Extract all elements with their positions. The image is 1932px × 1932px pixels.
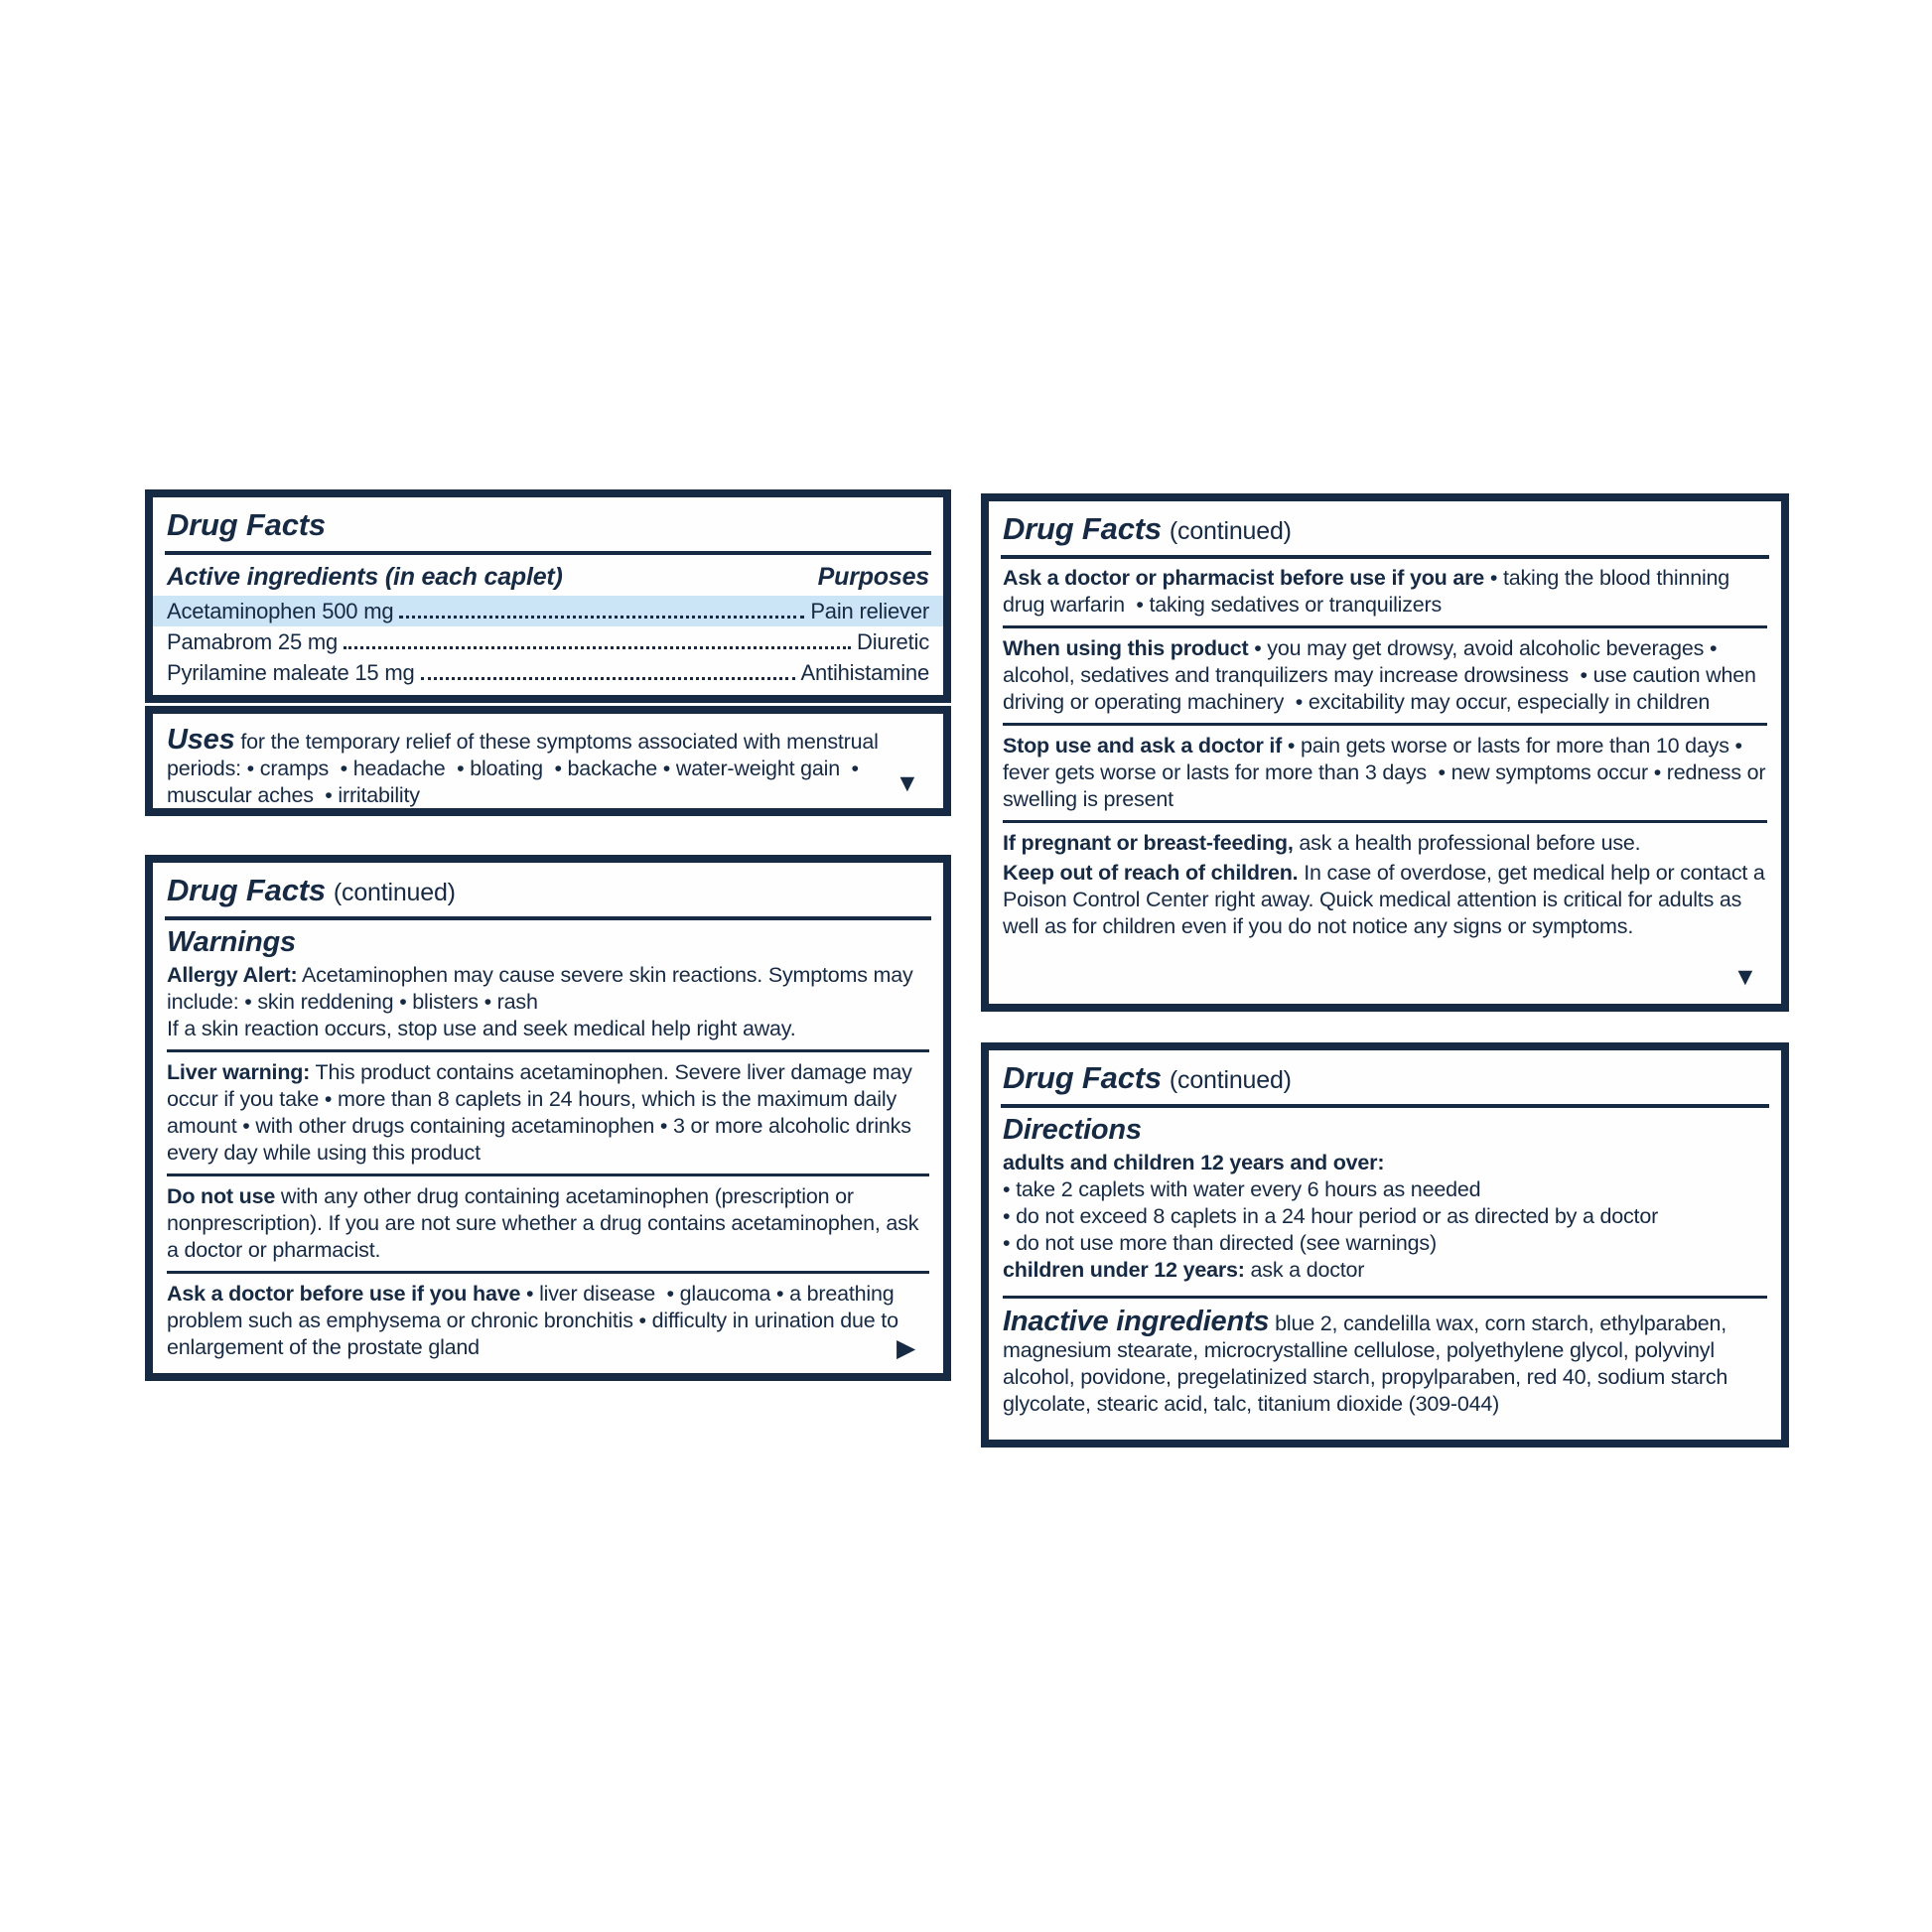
uses-text: for the temporary relief of these symptoms associated with menstrual periods: • cramps • headache • bloating • backache • water-weight gain • muscular aches • irritability [167, 730, 885, 807]
continued-right-arrow-icon: ▶ [896, 1334, 915, 1362]
panel-uses [145, 706, 951, 816]
ingredient-purpose: Pain reliever [810, 599, 929, 623]
table-row [153, 626, 943, 657]
do-not-use-paragraph: Do not use with any other drug containing acetaminophen (prescription or nonprescription). If you are not sure whether a drug contains acetaminophen, ask a doctor or pharmacist. [167, 1184, 925, 1262]
continued-down-arrow-icon: ▼ [1732, 963, 1757, 991]
ingredient-name: Acetaminophen 500 mg [167, 599, 394, 623]
purposes-header: Purposes [817, 563, 929, 591]
section-divider [167, 1271, 929, 1274]
ingredient-purpose: Diuretic [857, 629, 929, 654]
liver-warning-paragraph: Liver warning: This product contains acetaminophen. Severe liver damage may occur if you take • more than 8 caplets in 24 hours, which is the maximum daily amount • with other drugs containing acetaminophen • 3 or more alcoholic drinks every day while using this product [167, 1060, 918, 1165]
panel-directions [981, 1042, 1789, 1448]
uses-heading: Uses [167, 724, 235, 756]
drug-facts-title: Drug Facts [1003, 1060, 1162, 1095]
dotted-leader [421, 677, 795, 680]
when-using-paragraph: When using this product • you may get drowsy, avoid alcoholic beverages • alcohol, sedatives and tranquilizers may increase drowsiness • use caution when driving or operating machinery • excitability may occur, especially in children [1003, 636, 1762, 714]
title-divider [1001, 555, 1769, 559]
ingredient-purpose: Antihistamine [800, 660, 929, 685]
title-divider [1001, 1104, 1769, 1108]
ingredient-name: Pyrilamine maleate 15 mg [167, 660, 415, 685]
ask-pharmacist-paragraph: Ask a doctor or pharmacist before use if you are • taking the blood thinning drug warfarin • taking sedatives or tranquilizers [1003, 566, 1735, 617]
inactive-ingredients-paragraph: Inactive ingredients blue 2, candelilla wax, corn starch, ethylparaben, magnesium stearate, microcrystalline cellulose, polyethylene glycol, polyvinyl alcohol, povidone, pregelatinized starch, propylparaben, red 40, sodium starch glycolate, stearic acid, talc, titanium dioxide (309-044) [1003, 1306, 1733, 1416]
panel-precautions [981, 493, 1789, 1012]
panel-warnings [145, 855, 951, 1381]
panel-active-ingredients [145, 489, 951, 703]
uses-paragraph [167, 724, 929, 809]
children-dosage-paragraph: children under 12 years: ask a doctor [1003, 1258, 1365, 1282]
table-row [153, 657, 943, 688]
dosage-bullets [1003, 1176, 1767, 1257]
stop-use-paragraph: Stop use and ask a doctor if • pain gets worse or lasts for more than 10 days • fever gets worse or lasts for more than 3 days • new symptoms occur • redness or swelling is present [1003, 734, 1772, 811]
inactive-ingredients-heading: Inactive ingredients [1003, 1306, 1270, 1337]
title-divider [165, 916, 931, 920]
continued-label: (continued) [333, 879, 456, 906]
dotted-leader [399, 616, 804, 619]
section-divider [167, 1173, 929, 1176]
keep-out-of-reach-paragraph: Keep out of reach of children. In case of overdose, get medical help or contact a Poison Control Center right away. Quick medical attention is critical for adults as well as for children even if you do not notice any signs or symptoms. [1003, 861, 1771, 938]
drug-facts-title: Drug Facts [167, 507, 326, 542]
panel-title-row [989, 1050, 1781, 1096]
drug-facts-title: Drug Facts [1003, 511, 1162, 546]
section-divider [1003, 820, 1767, 823]
section-divider [167, 1049, 929, 1052]
panel-title-row [153, 497, 943, 543]
panel-title-row [153, 863, 943, 908]
active-ingredients-header: Active ingredients (in each caplet) [167, 563, 563, 591]
warnings-heading: Warnings [167, 926, 296, 958]
ingredient-name: Pamabrom 25 mg [167, 629, 339, 654]
continued-label: (continued) [1169, 517, 1292, 545]
panel-title-row [989, 501, 1781, 547]
section-divider [1003, 723, 1767, 726]
ask-doctor-paragraph: Ask a doctor before use if you have • liver disease • glaucoma • a breathing problem such as emphysema or chronic bronchitis • difficulty in urination due to enlargement of the prostate gland [167, 1282, 904, 1359]
pregnant-paragraph: If pregnant or breast-feeding, ask a health professional before use. [1003, 831, 1641, 855]
drug-facts-title: Drug Facts [167, 873, 326, 907]
allergy-alert-paragraph: Allergy Alert: Acetaminophen may cause severe skin reactions. Symptoms may include: • skin reddening • blisters • rash If a skin reaction occurs, stop use and seek medical help right away. [167, 963, 919, 1040]
section-divider [1003, 1296, 1767, 1299]
title-divider [165, 551, 931, 555]
dosage-bullet: • take 2 caplets with water every 6 hours as needed [1003, 1177, 1481, 1201]
dosage-bullet: • do not use more than directed (see warnings) [1003, 1231, 1437, 1255]
continued-label: (continued) [1169, 1066, 1292, 1094]
dosage-bullet: • do not exceed 8 caplets in a 24 hour period or as directed by a doctor [1003, 1204, 1659, 1228]
table-row [153, 596, 943, 626]
directions-heading: Directions [1003, 1114, 1142, 1146]
ingredients-table-header [153, 561, 943, 596]
continued-down-arrow-icon: ▼ [895, 769, 919, 797]
adults-dosage-lead: adults and children 12 years and over: [1003, 1151, 1385, 1174]
dotted-leader [344, 646, 851, 649]
section-divider [1003, 625, 1767, 628]
